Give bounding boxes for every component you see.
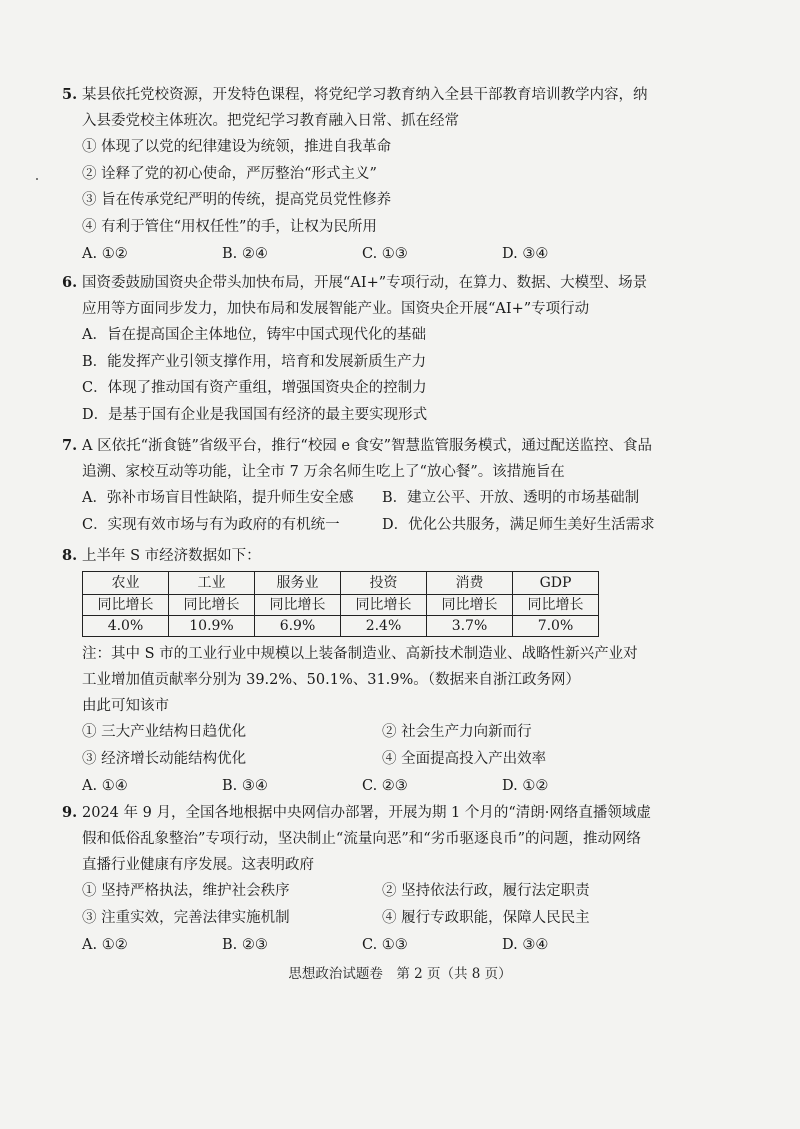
table-cell: 6.9% [255, 616, 341, 637]
statement-item: ④ 履行专政职能，保障人民民主 [382, 909, 590, 926]
question-stem: 2024 年 9 月，全国各地根据中央网信办部署，开展为期 1 个月的“清朗·网络直播领域虚 [82, 805, 651, 821]
table-header-cell: GDP [513, 572, 599, 595]
table-cell: 3.7% [427, 616, 513, 637]
choice-a: A. ①② [82, 246, 128, 262]
question-5 [62, 82, 752, 268]
table-cell: 4.0% [83, 616, 169, 637]
statement-item: ① 三大产业结构日趋优化 [82, 724, 247, 740]
question-number: 6. [62, 274, 78, 291]
answer-choices [62, 931, 752, 959]
question-number: 5. [62, 86, 78, 103]
table-cell: 同比增长 [255, 595, 341, 616]
choice-c: C. ①③ [362, 246, 408, 262]
choice-d: D. ③④ [502, 246, 549, 262]
statement-item: ③ 注重实效，完善法律实施机制 [82, 909, 290, 926]
table-header-cell: 工业 [169, 572, 255, 595]
question-7 [62, 433, 752, 538]
statement-item: ② 坚持依法行政，履行法定职责 [382, 883, 590, 899]
choice-a: A．旨在提高国企主体地位，铸牢中国式现代化的基础 [82, 327, 426, 343]
table-header-row [83, 572, 599, 595]
table-header-cell: 投资 [341, 572, 427, 595]
choice-b: B. ③④ [222, 778, 268, 794]
question-number: 8. [62, 547, 78, 564]
table-note: 工业增加值贡献率分别为 39.2%、50.1%、31.9%。（数据来自浙江政务网） [82, 672, 581, 688]
table-cell: 同比增长 [341, 595, 427, 616]
question-number: 7. [62, 437, 78, 454]
choice-b: B. ②③ [222, 937, 268, 953]
statement-item: ④ 有利于管住“用权任性”的手，让权为民所用 [82, 218, 377, 235]
choice-b: B．建立公平、开放、透明的市场基础制 [382, 490, 640, 506]
choice-a: A．弥补市场盲目性缺陷，提升师生安全感 [82, 490, 354, 506]
economic-data-table [82, 571, 599, 637]
answer-choices [62, 772, 752, 800]
question-stem: 假和低俗乱象整治”专项行动，坚决制止“流量向恶”和“劣币驱逐良币”的问题，推动网络 [82, 831, 642, 847]
statement-item: ① 坚持严格执法，维护社会秩序 [82, 883, 290, 899]
question-6 [62, 270, 752, 428]
answer-choices [62, 240, 752, 268]
question-stem: 应用等方面同步发力，加快布局和发展智能产业。国资央企开展“AI+”专项行动 [82, 301, 590, 317]
question-9 [62, 800, 752, 959]
statement-item: ③ 经济增长动能结构优化 [82, 750, 247, 767]
table-row [83, 595, 599, 616]
table-cell: 同比增长 [83, 595, 169, 616]
table-header-cell: 服务业 [255, 572, 341, 595]
table-cell: 2.4% [341, 616, 427, 637]
choice-d: D．是基于国有企业是我国国有经济的最主要实现形式 [82, 406, 428, 423]
page-footer: 思想政治试题卷 第 2 页（共 8 页） [288, 966, 512, 982]
question-stem: 追溯、家校互动等功能，让全市 7 万余名师生吃上了“放心餐”。该措施旨在 [82, 464, 565, 480]
question-stem: A 区依托“浙食链”省级平台，推行“校园 e 食安”智慧监管服务模式，通过配送监控、食品 [82, 438, 653, 454]
statement-item: ③ 旨在传承党纪严明的传统，提高党员党性修养 [82, 192, 392, 208]
statement-item: ④ 全面提高投入产出效率 [382, 750, 547, 767]
statement-item: ② 社会生产力向新而行 [382, 724, 532, 740]
statement-item: ② 诠释了党的初心使命，严厉整治“形式主义” [82, 165, 377, 182]
choice-c: C．实现有效市场与有为政府的有机统一 [82, 516, 340, 533]
table-cell: 7.0% [513, 616, 599, 637]
table-header-cell: 消费 [427, 572, 513, 595]
table-row [83, 616, 599, 637]
table-cell: 同比增长 [427, 595, 513, 616]
choice-c: C. ①③ [362, 937, 408, 953]
table-cell: 同比增长 [513, 595, 599, 616]
scan-speck [36, 178, 38, 180]
choice-a: A. ①④ [82, 778, 128, 794]
choice-b: B. ②④ [222, 246, 268, 262]
choice-d: D. ③④ [502, 937, 549, 953]
table-cell: 10.9% [169, 616, 255, 637]
question-stem: 国资委鼓励国资央企带头加快布局，开展“AI+”专项行动，在算力、数据、大模型、场景 [82, 275, 648, 291]
question-lead: 由此可知该市 [82, 698, 169, 714]
question-number: 9. [62, 804, 78, 821]
choice-b: B．能发挥产业引领支撑作用，培育和发展新质生产力 [82, 353, 427, 370]
choice-a: A. ①② [82, 937, 128, 953]
statement-item: ① 体现了以党的纪律建设为统领，推进自我革命 [82, 139, 392, 155]
table-cell: 同比增长 [169, 595, 255, 616]
table-header-cell: 农业 [83, 572, 169, 595]
question-stem: 上半年 S 市经济数据如下： [82, 548, 261, 564]
question-8 [62, 543, 752, 800]
question-stem: 某县依托党校资源，开发特色课程，将党纪学习教育纳入全县干部教育培训教学内容，纳 [82, 87, 648, 103]
choice-c: C．体现了推动国有资产重组，增强国资央企的控制力 [82, 380, 427, 396]
choice-d: D. ①② [502, 778, 549, 794]
question-stem: 直播行业健康有序发展。这表明政府 [82, 857, 314, 873]
question-stem: 入县委党校主体班次。把党纪学习教育融入日常、抓在经常 [82, 113, 459, 129]
choice-c: C. ②③ [362, 778, 408, 794]
table-note: 注：其中 S 市的工业行业中规模以上装备制造业、高新技术制造业、战略性新兴产业对 [82, 646, 638, 662]
choice-d: D．优化公共服务，满足师生美好生活需求 [382, 516, 655, 533]
